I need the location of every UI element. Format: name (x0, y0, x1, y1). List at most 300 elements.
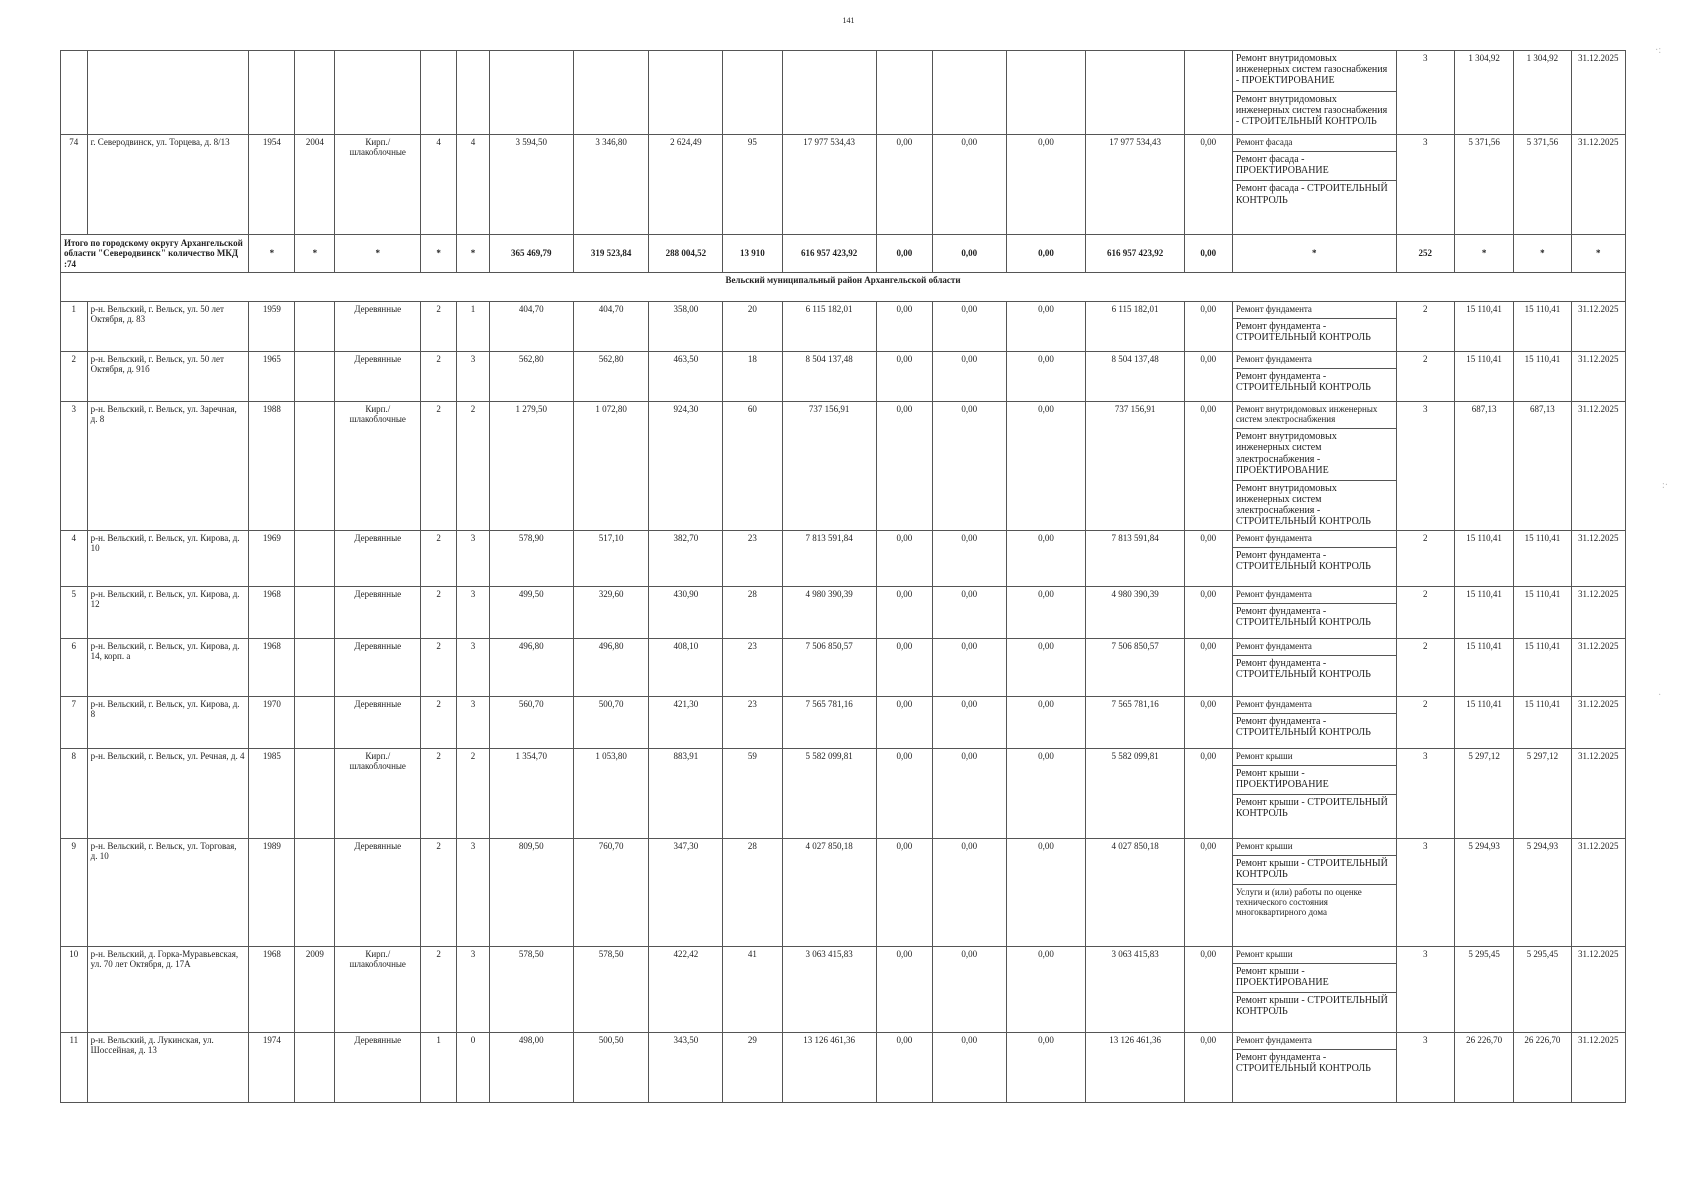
limit-cost-cell: 5 294,93 (1514, 838, 1571, 946)
floors-cell: 2 (421, 946, 457, 1032)
deadline-cell: 31.12.2025 (1571, 1032, 1625, 1102)
unit-cost-cell: 5 297,12 (1454, 748, 1513, 838)
deadline-cell: 31.12.2025 (1571, 302, 1625, 352)
owner-funds-cell: 13 126 461,36 (1086, 1032, 1184, 1102)
address-cell: р-н. Вельский, д. Лукинская, ул. Шоссейная, д. 13 (87, 1032, 249, 1102)
regional-funds-cell: 0,00 (932, 586, 1006, 638)
premises-area-cell: 517,10 (573, 530, 649, 586)
limit-cost-cell: 5 297,12 (1514, 748, 1571, 838)
entrances-cell: 0 (457, 1032, 490, 1102)
deadline-cell: 31.12.2025 (1571, 51, 1625, 135)
deadline-cell: 31.12.2025 (1571, 135, 1625, 235)
local-funds-cell: 0,00 (1006, 302, 1086, 352)
other-funds-cell: 0,00 (1184, 838, 1232, 946)
unit-cost-cell: 26 226,70 (1454, 1032, 1513, 1102)
total-cost-cell: 616 957 423,92 (782, 235, 876, 273)
floors-cell: 2 (421, 586, 457, 638)
address-cell: г. Северодвинск, ул. Торцева, д. 8/13 (87, 135, 249, 235)
floors-cell: 4 (421, 135, 457, 235)
residential-area-cell: 358,00 (649, 302, 723, 352)
entrances-cell: 3 (457, 586, 490, 638)
floors-cell: 2 (421, 352, 457, 402)
residents-cell: 95 (723, 135, 782, 235)
star-cell: * (1454, 235, 1513, 273)
total-cost-cell: 6 115 182,01 (782, 302, 876, 352)
unit-cost-cell: 15 110,41 (1454, 352, 1513, 402)
floors-cell: 2 (421, 838, 457, 946)
residential-area-cell: 288 004,52 (649, 235, 723, 273)
entrances-cell: 3 (457, 946, 490, 1032)
regional-funds-cell: 0,00 (932, 302, 1006, 352)
local-funds-cell: 0,00 (1006, 530, 1086, 586)
regional-funds-cell: 0,00 (932, 1032, 1006, 1102)
renovation-year-cell (295, 302, 335, 352)
residents-cell: 23 (723, 638, 782, 696)
residents-cell: 20 (723, 302, 782, 352)
star-cell: * (295, 235, 335, 273)
regional-funds-cell: 0,00 (932, 638, 1006, 696)
deadline-cell: 31.12.2025 (1571, 638, 1625, 696)
empty-cell (421, 51, 457, 135)
page-number: 141 (842, 16, 855, 25)
total-cost-cell: 4 980 390,39 (782, 586, 876, 638)
address-cell: р-н. Вельский, г. Вельск, ул. 50 лет Октября, д. 83 (87, 302, 249, 352)
residents-cell: 28 (723, 586, 782, 638)
address-cell: р-н. Вельский, д. Горка-Муравьевская, ул. 70 лет Октября, д. 17А (87, 946, 249, 1032)
owner-funds-cell: 7 506 850,57 (1086, 638, 1184, 696)
star-cell: * (335, 235, 421, 273)
empty-cell (87, 51, 249, 135)
address-cell: р-н. Вельский, г. Вельск, ул. Торговая, д. 10 (87, 838, 249, 946)
row-number-cell: 10 (61, 946, 88, 1032)
wall-material-cell: Деревянные (335, 302, 421, 352)
renovation-year-cell: 2004 (295, 135, 335, 235)
table-body (61, 51, 1626, 1103)
owner-funds-cell: 616 957 423,92 (1086, 235, 1184, 273)
premises-area-cell: 329,60 (573, 586, 649, 638)
limit-cost-cell: 15 110,41 (1514, 696, 1571, 748)
residents-cell: 28 (723, 838, 782, 946)
owner-funds-cell: 5 582 099,81 (1086, 748, 1184, 838)
residential-area-cell: 430,90 (649, 586, 723, 638)
row-number-cell: 2 (61, 352, 88, 402)
work-type-item: Ремонт фундамента (1235, 640, 1312, 651)
build-year-cell: 1989 (249, 838, 295, 946)
table-row (61, 946, 1626, 1032)
deadline-cell: 31.12.2025 (1571, 402, 1625, 531)
wall-material-cell: Деревянные (335, 352, 421, 402)
total-cost-cell: 8 504 137,48 (782, 352, 876, 402)
work-types-cell (1232, 838, 1396, 946)
premises-area-cell: 562,80 (573, 352, 649, 402)
floors-cell: 2 (421, 696, 457, 748)
work-type-item: Ремонт крыши - СТРОИТЕЛЬНЫЙ КОНТРОЛЬ (1233, 794, 1396, 819)
deadline-cell: 31.12.2025 (1571, 586, 1625, 638)
residential-area-cell: 408,10 (649, 638, 723, 696)
federal-funds-cell: 0,00 (876, 135, 932, 235)
entrances-cell: 3 (457, 696, 490, 748)
other-funds-cell: 0,00 (1184, 402, 1232, 531)
empty-cell (932, 51, 1006, 135)
premises-area-cell: 1 053,80 (573, 748, 649, 838)
total-area-cell: 560,70 (489, 696, 573, 748)
address-cell: р-н. Вельский, г. Вельск, ул. Кирова, д. 10 (87, 530, 249, 586)
work-types-cell (1232, 352, 1396, 402)
limit-cost-cell: 687,13 (1514, 402, 1571, 531)
federal-funds-cell: 0,00 (876, 1032, 932, 1102)
work-count-cell: 2 (1396, 352, 1454, 402)
deadline-cell: 31.12.2025 (1571, 352, 1625, 402)
table-row (61, 135, 1626, 235)
floors-cell: 2 (421, 638, 457, 696)
federal-funds-cell: 0,00 (876, 838, 932, 946)
build-year-cell: 1968 (249, 586, 295, 638)
owner-funds-cell: 17 977 534,43 (1086, 135, 1184, 235)
local-funds-cell: 0,00 (1006, 402, 1086, 531)
wall-material-cell: Деревянные (335, 696, 421, 748)
federal-funds-cell: 0,00 (876, 235, 932, 273)
work-count-cell: 3 (1396, 946, 1454, 1032)
star-cell: * (1232, 235, 1396, 273)
work-type-item: Ремонт внутридомовых инженерных систем газоснабжения - СТРОИТЕЛЬНЫЙ КОНТРОЛЬ (1233, 91, 1396, 128)
work-types-cell (1232, 51, 1396, 135)
total-area-cell: 1 279,50 (489, 402, 573, 531)
federal-funds-cell: 0,00 (876, 696, 932, 748)
local-funds-cell: 0,00 (1006, 838, 1086, 946)
work-type-item: Ремонт фундамента (1235, 1034, 1312, 1045)
deadline-cell: 31.12.2025 (1571, 696, 1625, 748)
work-count-cell: 3 (1396, 1032, 1454, 1102)
federal-funds-cell: 0,00 (876, 302, 932, 352)
work-count-cell: 2 (1396, 638, 1454, 696)
owner-funds-cell: 4 980 390,39 (1086, 586, 1184, 638)
residents-cell: 59 (723, 748, 782, 838)
work-type-item: Ремонт крыши (1235, 948, 1293, 959)
premises-area-cell: 496,80 (573, 638, 649, 696)
renovation-year-cell (295, 696, 335, 748)
limit-cost-cell: 15 110,41 (1514, 586, 1571, 638)
build-year-cell: 1968 (249, 638, 295, 696)
empty-cell (1006, 51, 1086, 135)
total-label-cell: Итого по городскому округу Архангельской области "Северодвинск" количество МКД :74 (61, 235, 249, 273)
floors-cell: 2 (421, 402, 457, 531)
build-year-cell: 1985 (249, 748, 295, 838)
federal-funds-cell: 0,00 (876, 586, 932, 638)
owner-funds-cell: 3 063 415,83 (1086, 946, 1184, 1032)
empty-cell (61, 51, 88, 135)
premises-area-cell: 500,70 (573, 696, 649, 748)
other-funds-cell: 0,00 (1184, 235, 1232, 273)
entrances-cell: 3 (457, 352, 490, 402)
entrances-cell: 2 (457, 402, 490, 531)
total-cost-cell: 737 156,91 (782, 402, 876, 531)
empty-cell (335, 51, 421, 135)
premises-area-cell: 1 072,80 (573, 402, 649, 531)
regional-funds-cell: 0,00 (932, 235, 1006, 273)
renovation-year-cell (295, 402, 335, 531)
deadline-cell: 31.12.2025 (1571, 838, 1625, 946)
work-type-item: Ремонт крыши (1235, 750, 1293, 761)
empty-cell (489, 51, 573, 135)
other-funds-cell: 0,00 (1184, 1032, 1232, 1102)
star-cell: * (1571, 235, 1625, 273)
renovation-year-cell (295, 748, 335, 838)
star-cell: * (1514, 235, 1571, 273)
local-funds-cell: 0,00 (1006, 946, 1086, 1032)
local-funds-cell: 0,00 (1006, 748, 1086, 838)
residential-area-cell: 421,30 (649, 696, 723, 748)
table-row (61, 748, 1626, 838)
address-cell: р-н. Вельский, г. Вельск, ул. 50 лет Октября, д. 91б (87, 352, 249, 402)
renovation-year-cell (295, 638, 335, 696)
residential-area-cell: 924,30 (649, 402, 723, 531)
regional-funds-cell: 0,00 (932, 530, 1006, 586)
row-number-cell: 4 (61, 530, 88, 586)
total-cost-cell: 7 506 850,57 (782, 638, 876, 696)
work-count-cell: 2 (1396, 696, 1454, 748)
work-count-cell: 3 (1396, 51, 1454, 135)
work-type-item: Ремонт фундамента - СТРОИТЕЛЬНЫЙ КОНТРОЛЬ (1233, 1049, 1396, 1074)
unit-cost-cell: 15 110,41 (1454, 302, 1513, 352)
work-types-cell (1232, 530, 1396, 586)
regional-funds-cell: 0,00 (932, 352, 1006, 402)
wall-material-cell: Деревянные (335, 1032, 421, 1102)
residential-area-cell: 463,50 (649, 352, 723, 402)
row-number-cell: 5 (61, 586, 88, 638)
table-row (61, 402, 1626, 531)
limit-cost-cell: 15 110,41 (1514, 302, 1571, 352)
regional-funds-cell: 0,00 (932, 402, 1006, 531)
residents-cell: 13 910 (723, 235, 782, 273)
total-area-cell: 365 469,79 (489, 235, 573, 273)
work-type-item: Ремонт крыши (1235, 840, 1293, 851)
work-type-item: Ремонт внутридомовых инженерных систем электроснабжения (1235, 404, 1378, 425)
empty-cell (782, 51, 876, 135)
renovation-year-cell (295, 586, 335, 638)
floors-cell: 2 (421, 748, 457, 838)
work-type-item: Ремонт внутридомовых инженерных систем электроснабжения - ПРОЕКТИРОВАНИЕ (1233, 428, 1396, 476)
owner-funds-cell: 7 565 781,16 (1086, 696, 1184, 748)
wall-material-cell: Деревянные (335, 586, 421, 638)
empty-cell (649, 51, 723, 135)
total-cost-cell: 5 582 099,81 (782, 748, 876, 838)
work-type-item: Ремонт фундамента - СТРОИТЕЛЬНЫЙ КОНТРОЛЬ (1233, 603, 1396, 628)
work-count-cell: 2 (1396, 530, 1454, 586)
residents-cell: 41 (723, 946, 782, 1032)
premises-area-cell: 404,70 (573, 302, 649, 352)
total-area-cell: 498,00 (489, 1032, 573, 1102)
deadline-cell: 31.12.2025 (1571, 946, 1625, 1032)
empty-cell (249, 51, 295, 135)
local-funds-cell: 0,00 (1006, 352, 1086, 402)
entrances-cell: 3 (457, 838, 490, 946)
premises-area-cell: 578,50 (573, 946, 649, 1032)
build-year-cell: 1969 (249, 530, 295, 586)
unit-cost-cell: 15 110,41 (1454, 696, 1513, 748)
table-row (61, 352, 1626, 402)
federal-funds-cell: 0,00 (876, 638, 932, 696)
work-type-item: Ремонт фундамента - СТРОИТЕЛЬНЫЙ КОНТРОЛЬ (1233, 713, 1396, 738)
wall-material-cell: Кирп./шлакоблочные (335, 946, 421, 1032)
work-type-item: Ремонт фундамента (1235, 532, 1312, 543)
premises-area-cell: 3 346,80 (573, 135, 649, 235)
address-cell: р-н. Вельский, г. Вельск, ул. Кирова, д. 8 (87, 696, 249, 748)
table-row (61, 530, 1626, 586)
address-cell: р-н. Вельский, г. Вельск, ул. Кирова, д. 12 (87, 586, 249, 638)
table-row (61, 586, 1626, 638)
premises-area-cell: 760,70 (573, 838, 649, 946)
limit-cost-cell: 15 110,41 (1514, 530, 1571, 586)
table-row (61, 838, 1626, 946)
work-types-cell (1232, 586, 1396, 638)
floors-cell: 2 (421, 530, 457, 586)
work-count-cell: 2 (1396, 586, 1454, 638)
row-number-cell: 9 (61, 838, 88, 946)
local-funds-cell: 0,00 (1006, 638, 1086, 696)
work-type-item: Ремонт фундамента - СТРОИТЕЛЬНЫЙ КОНТРОЛЬ (1233, 368, 1396, 393)
federal-funds-cell: 0,00 (876, 946, 932, 1032)
table-row (61, 302, 1626, 352)
row-number-cell: 6 (61, 638, 88, 696)
build-year-cell: 1974 (249, 1032, 295, 1102)
work-type-item: Ремонт фундамента - СТРОИТЕЛЬНЫЙ КОНТРОЛЬ (1233, 655, 1396, 680)
section-title: Вельский муниципальный район Архангельской области (61, 273, 1626, 302)
work-type-item: Ремонт фасада - СТРОИТЕЛЬНЫЙ КОНТРОЛЬ (1233, 180, 1396, 205)
floors-cell: 2 (421, 302, 457, 352)
limit-cost-cell: 26 226,70 (1514, 1032, 1571, 1102)
star-cell: * (457, 235, 490, 273)
row-number-cell: 1 (61, 302, 88, 352)
premises-area-cell: 319 523,84 (573, 235, 649, 273)
total-area-cell: 578,90 (489, 530, 573, 586)
owner-funds-cell: 737 156,91 (1086, 402, 1184, 531)
wall-material-cell: Деревянные (335, 638, 421, 696)
other-funds-cell: 0,00 (1184, 302, 1232, 352)
row-number-cell: 74 (61, 135, 88, 235)
owner-funds-cell: 4 027 850,18 (1086, 838, 1184, 946)
address-cell: р-н. Вельский, г. Вельск, ул. Речная, д. 4 (87, 748, 249, 838)
regional-funds-cell: 0,00 (932, 748, 1006, 838)
unit-cost-cell: 15 110,41 (1454, 586, 1513, 638)
wall-material-cell: Кирп./шлакоблочные (335, 748, 421, 838)
unit-cost-cell: 687,13 (1454, 402, 1513, 531)
owner-funds-cell: 7 813 591,84 (1086, 530, 1184, 586)
work-count-cell: 252 (1396, 235, 1454, 273)
build-year-cell: 1988 (249, 402, 295, 531)
work-types-cell (1232, 748, 1396, 838)
limit-cost-cell: 5 371,56 (1514, 135, 1571, 235)
residents-cell: 29 (723, 1032, 782, 1102)
empty-cell (573, 51, 649, 135)
table-row (61, 51, 1626, 135)
entrances-cell: 1 (457, 302, 490, 352)
renovation-year-cell (295, 838, 335, 946)
federal-funds-cell: 0,00 (876, 352, 932, 402)
limit-cost-cell: 15 110,41 (1514, 352, 1571, 402)
capital-repair-register-table (60, 50, 1626, 1103)
work-type-item: Ремонт внутридомовых инженерных систем газоснабжения - ПРОЕКТИРОВАНИЕ (1235, 53, 1388, 87)
local-funds-cell: 0,00 (1006, 1032, 1086, 1102)
work-type-item: Ремонт фундамента (1235, 354, 1312, 364)
renovation-year-cell (295, 530, 335, 586)
empty-cell (457, 51, 490, 135)
total-area-cell: 496,80 (489, 638, 573, 696)
table-row (61, 638, 1626, 696)
other-funds-cell: 0,00 (1184, 586, 1232, 638)
local-funds-cell: 0,00 (1006, 586, 1086, 638)
residential-area-cell: 382,70 (649, 530, 723, 586)
residential-area-cell: 347,30 (649, 838, 723, 946)
total-area-cell: 3 594,50 (489, 135, 573, 235)
premises-area-cell: 500,50 (573, 1032, 649, 1102)
residential-area-cell: 2 624,49 (649, 135, 723, 235)
work-types-cell (1232, 135, 1396, 235)
work-type-item: Ремонт крыши - СТРОИТЕЛЬНЫЙ КОНТРОЛЬ (1233, 992, 1396, 1017)
work-type-item: Услуги и (или) работы по оценке технического состояния многоквартирного дома (1233, 884, 1396, 917)
work-types-cell (1232, 1032, 1396, 1102)
residents-cell: 23 (723, 696, 782, 748)
row-number-cell: 8 (61, 748, 88, 838)
total-cost-cell: 7 813 591,84 (782, 530, 876, 586)
residents-cell: 18 (723, 352, 782, 402)
regional-funds-cell: 0,00 (932, 838, 1006, 946)
work-type-item: Ремонт крыши - ПРОЕКТИРОВАНИЕ (1233, 765, 1396, 790)
other-funds-cell: 0,00 (1184, 135, 1232, 235)
total-area-cell: 404,70 (489, 302, 573, 352)
row-number-cell: 11 (61, 1032, 88, 1102)
work-type-item: Ремонт крыши - СТРОИТЕЛЬНЫЙ КОНТРОЛЬ (1233, 855, 1396, 880)
owner-funds-cell: 6 115 182,01 (1086, 302, 1184, 352)
limit-cost-cell: 1 304,92 (1514, 51, 1571, 135)
deadline-cell: 31.12.2025 (1571, 530, 1625, 586)
renovation-year-cell (295, 1032, 335, 1102)
work-count-cell: 2 (1396, 302, 1454, 352)
federal-funds-cell: 0,00 (876, 530, 932, 586)
work-count-cell: 3 (1396, 838, 1454, 946)
empty-cell (295, 51, 335, 135)
unit-cost-cell: 5 295,45 (1454, 946, 1513, 1032)
row-number-cell: 7 (61, 696, 88, 748)
build-year-cell: 1968 (249, 946, 295, 1032)
residential-area-cell: 343,50 (649, 1032, 723, 1102)
regional-funds-cell: 0,00 (932, 946, 1006, 1032)
other-funds-cell: 0,00 (1184, 638, 1232, 696)
unit-cost-cell: 15 110,41 (1454, 530, 1513, 586)
total-cost-cell: 17 977 534,43 (782, 135, 876, 235)
regional-funds-cell: 0,00 (932, 135, 1006, 235)
wall-material-cell: Кирп./шлакоблочные (335, 135, 421, 235)
unit-cost-cell: 5 371,56 (1454, 135, 1513, 235)
empty-cell (1086, 51, 1184, 135)
total-row (61, 235, 1626, 273)
row-number-cell: 3 (61, 402, 88, 531)
empty-cell (876, 51, 932, 135)
entrances-cell: 3 (457, 530, 490, 586)
floors-cell: 1 (421, 1032, 457, 1102)
entrances-cell: 4 (457, 135, 490, 235)
build-year-cell: 1959 (249, 302, 295, 352)
federal-funds-cell: 0,00 (876, 748, 932, 838)
total-cost-cell: 4 027 850,18 (782, 838, 876, 946)
section-header-row (61, 273, 1626, 302)
deadline-cell: 31.12.2025 (1571, 748, 1625, 838)
renovation-year-cell: 2009 (295, 946, 335, 1032)
wall-material-cell: Кирп./шлакоблочные (335, 402, 421, 531)
wall-material-cell: Деревянные (335, 530, 421, 586)
address-cell: р-н. Вельский, г. Вельск, ул. Кирова, д. 14, корп. а (87, 638, 249, 696)
work-type-item: Ремонт фасада (1235, 137, 1293, 147)
total-cost-cell: 13 126 461,36 (782, 1032, 876, 1102)
